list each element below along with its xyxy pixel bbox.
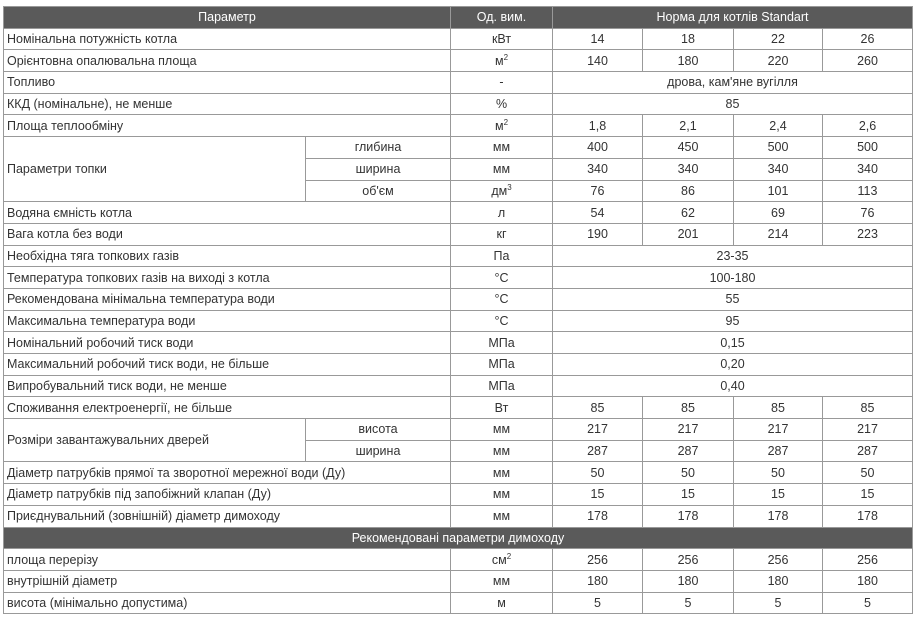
row-label: внутрішній діаметр [4,570,451,592]
row-unit: % [451,93,553,115]
table-row-draft [4,245,913,267]
value-cell: 220 [734,50,823,72]
table-row-weight [4,223,913,245]
value-cell: 1,8 [553,115,643,137]
value-cell: 180 [553,570,643,592]
row-unit: л [451,202,553,224]
table-header-row [4,7,913,29]
header-parameter: Параметр [4,7,451,29]
value-cell: 86 [643,180,734,202]
table-row-max-water-temp [4,310,913,332]
value-cell: 50 [734,462,823,484]
value-cell: дрова, кам'яне вугілля [553,72,913,94]
table-row-valve-diameter [4,484,913,506]
value-cell: 260 [823,50,913,72]
table-row-fuel [4,72,913,94]
table-row-door-height [4,419,913,441]
value-cell: 180 [643,50,734,72]
value-cell: 85 [734,397,823,419]
value-cell: 85 [643,397,734,419]
row-label: Максимальний робочий тиск води, не більше [4,354,451,376]
row-label: Номінальна потужність котла [4,28,451,50]
value-cell: 14 [553,28,643,50]
value-cell: 256 [734,549,823,571]
value-cell: 223 [823,223,913,245]
row-label: Температура топкових газів на виході з котла [4,267,451,289]
value-cell: 69 [734,202,823,224]
value-cell: 500 [734,137,823,159]
row-label: Площа теплообміну [4,115,451,137]
value-cell: 256 [643,549,734,571]
value-cell: 15 [643,484,734,506]
value-cell: 400 [553,137,643,159]
value-cell: 95 [553,310,913,332]
value-cell: 0,40 [553,375,913,397]
row-label: Споживання електроенергії, не більше [4,397,451,419]
value-cell: 178 [643,505,734,527]
table-row-exchange-area [4,115,913,137]
value-cell: 5 [734,592,823,614]
row-label: висота (мінімально допустима) [4,592,451,614]
row-unit: мм [451,570,553,592]
value-cell: 76 [553,180,643,202]
value-cell: 15 [734,484,823,506]
row-unit: мм [451,137,553,159]
value-cell: 23-35 [553,245,913,267]
table-row-efficiency [4,93,913,115]
value-cell: 178 [734,505,823,527]
value-cell: 217 [823,419,913,441]
value-cell: 15 [553,484,643,506]
row-unit: кг [451,223,553,245]
row-label: Номінальний робочий тиск води [4,332,451,354]
row-label: Параметри топки [4,137,306,202]
value-cell: 450 [643,137,734,159]
sub-label: ширина [306,440,451,462]
value-cell: 180 [823,570,913,592]
row-label: Випробувальний тиск води, не менше [4,375,451,397]
table-row-inner-diameter [4,570,913,592]
table-row-area [4,50,913,72]
value-cell: 5 [553,592,643,614]
row-unit: $дм^3$ [451,180,553,202]
table-row-chimney-diameter [4,505,913,527]
value-cell: 287 [734,440,823,462]
value-cell: 50 [553,462,643,484]
value-cell: 180 [643,570,734,592]
value-cell: 85 [553,93,913,115]
row-unit: мм [451,158,553,180]
value-cell: 287 [643,440,734,462]
sub-label: ширина [306,158,451,180]
value-cell: 85 [823,397,913,419]
value-cell: 287 [823,440,913,462]
value-cell: 85 [553,397,643,419]
row-unit: °С [451,288,553,310]
row-label: Водяна ємність котла [4,202,451,224]
specifications-table [3,6,913,614]
header-unit: Од. вим. [451,7,553,29]
row-unit: °С [451,267,553,289]
value-cell: 55 [553,288,913,310]
value-cell: 101 [734,180,823,202]
row-label: Діаметр патрубків прямої та зворотної мережної води (Ду) [4,462,451,484]
row-unit: мм [451,440,553,462]
table-row-cross-section [4,549,913,571]
header-norm: Норма для котлів Standart [553,7,913,29]
table-row-power [4,28,913,50]
row-unit: - [451,72,553,94]
row-unit: $см^2$ [451,549,553,571]
value-cell: 217 [734,419,823,441]
row-unit: кВт [451,28,553,50]
sub-label: висота [306,419,451,441]
row-unit: мм [451,505,553,527]
value-cell: 256 [553,549,643,571]
row-unit: Вт [451,397,553,419]
row-unit: °С [451,310,553,332]
value-cell: 178 [553,505,643,527]
table-row-chimney-height [4,592,913,614]
table-row-nominal-pressure [4,332,913,354]
row-unit: МПа [451,332,553,354]
value-cell: 201 [643,223,734,245]
row-label: Орієнтовна опалювальна площа [4,50,451,72]
table-row-pipe-diameter [4,462,913,484]
value-cell: 178 [823,505,913,527]
value-cell: 0,15 [553,332,913,354]
sub-label: глибина [306,137,451,159]
value-cell: 190 [553,223,643,245]
value-cell: 217 [643,419,734,441]
row-unit: мм [451,419,553,441]
value-cell: 54 [553,202,643,224]
table-row-flue-temp [4,267,913,289]
value-cell: 287 [553,440,643,462]
value-cell: 340 [553,158,643,180]
value-cell: 5 [823,592,913,614]
table-row-water-volume [4,202,913,224]
value-cell: 2,1 [643,115,734,137]
table-row-furnace-depth [4,137,913,159]
value-cell: 22 [734,28,823,50]
value-cell: 26 [823,28,913,50]
row-label: Вага котла без води [4,223,451,245]
table-row-power-consumption [4,397,913,419]
row-label: Розміри завантажувальних дверей [4,419,306,462]
value-cell: 500 [823,137,913,159]
row-label: Необхідна тяга топкових газів [4,245,451,267]
value-cell: 50 [643,462,734,484]
value-cell: 340 [823,158,913,180]
value-cell: 76 [823,202,913,224]
value-cell: 340 [734,158,823,180]
row-unit: м [451,592,553,614]
row-unit: $м^2$ [451,115,553,137]
section-header-row [4,527,913,549]
row-label: Діаметр патрубків під запобіжний клапан (Ду) [4,484,451,506]
table-row-max-pressure [4,354,913,376]
row-label: площа перерізу [4,549,451,571]
value-cell: 217 [553,419,643,441]
value-cell: 50 [823,462,913,484]
value-cell: 18 [643,28,734,50]
value-cell: 140 [553,50,643,72]
value-cell: 2,4 [734,115,823,137]
table-row-min-water-temp [4,288,913,310]
value-cell: 100-180 [553,267,913,289]
row-unit: Па [451,245,553,267]
value-cell: 2,6 [823,115,913,137]
value-cell: 256 [823,549,913,571]
chimney-section-title: Рекомендовані параметри димоходу [4,527,913,549]
value-cell: 180 [734,570,823,592]
value-cell: 340 [643,158,734,180]
row-unit: мм [451,462,553,484]
row-unit: мм [451,484,553,506]
row-label: Приєднувальний (зовнішній) діаметр димоходу [4,505,451,527]
value-cell: 214 [734,223,823,245]
value-cell: 5 [643,592,734,614]
value-cell: 0,20 [553,354,913,376]
row-label: ККД (номінальне), не менше [4,93,451,115]
value-cell: 62 [643,202,734,224]
value-cell: 113 [823,180,913,202]
table-row-test-pressure [4,375,913,397]
row-label: Топливо [4,72,451,94]
row-label: Рекомендована мінімальна температура води [4,288,451,310]
row-unit: МПа [451,354,553,376]
sub-label: об'єм [306,180,451,202]
row-unit: $м^2$ [451,50,553,72]
row-label: Максимальна температура води [4,310,451,332]
value-cell: 15 [823,484,913,506]
row-unit: МПа [451,375,553,397]
